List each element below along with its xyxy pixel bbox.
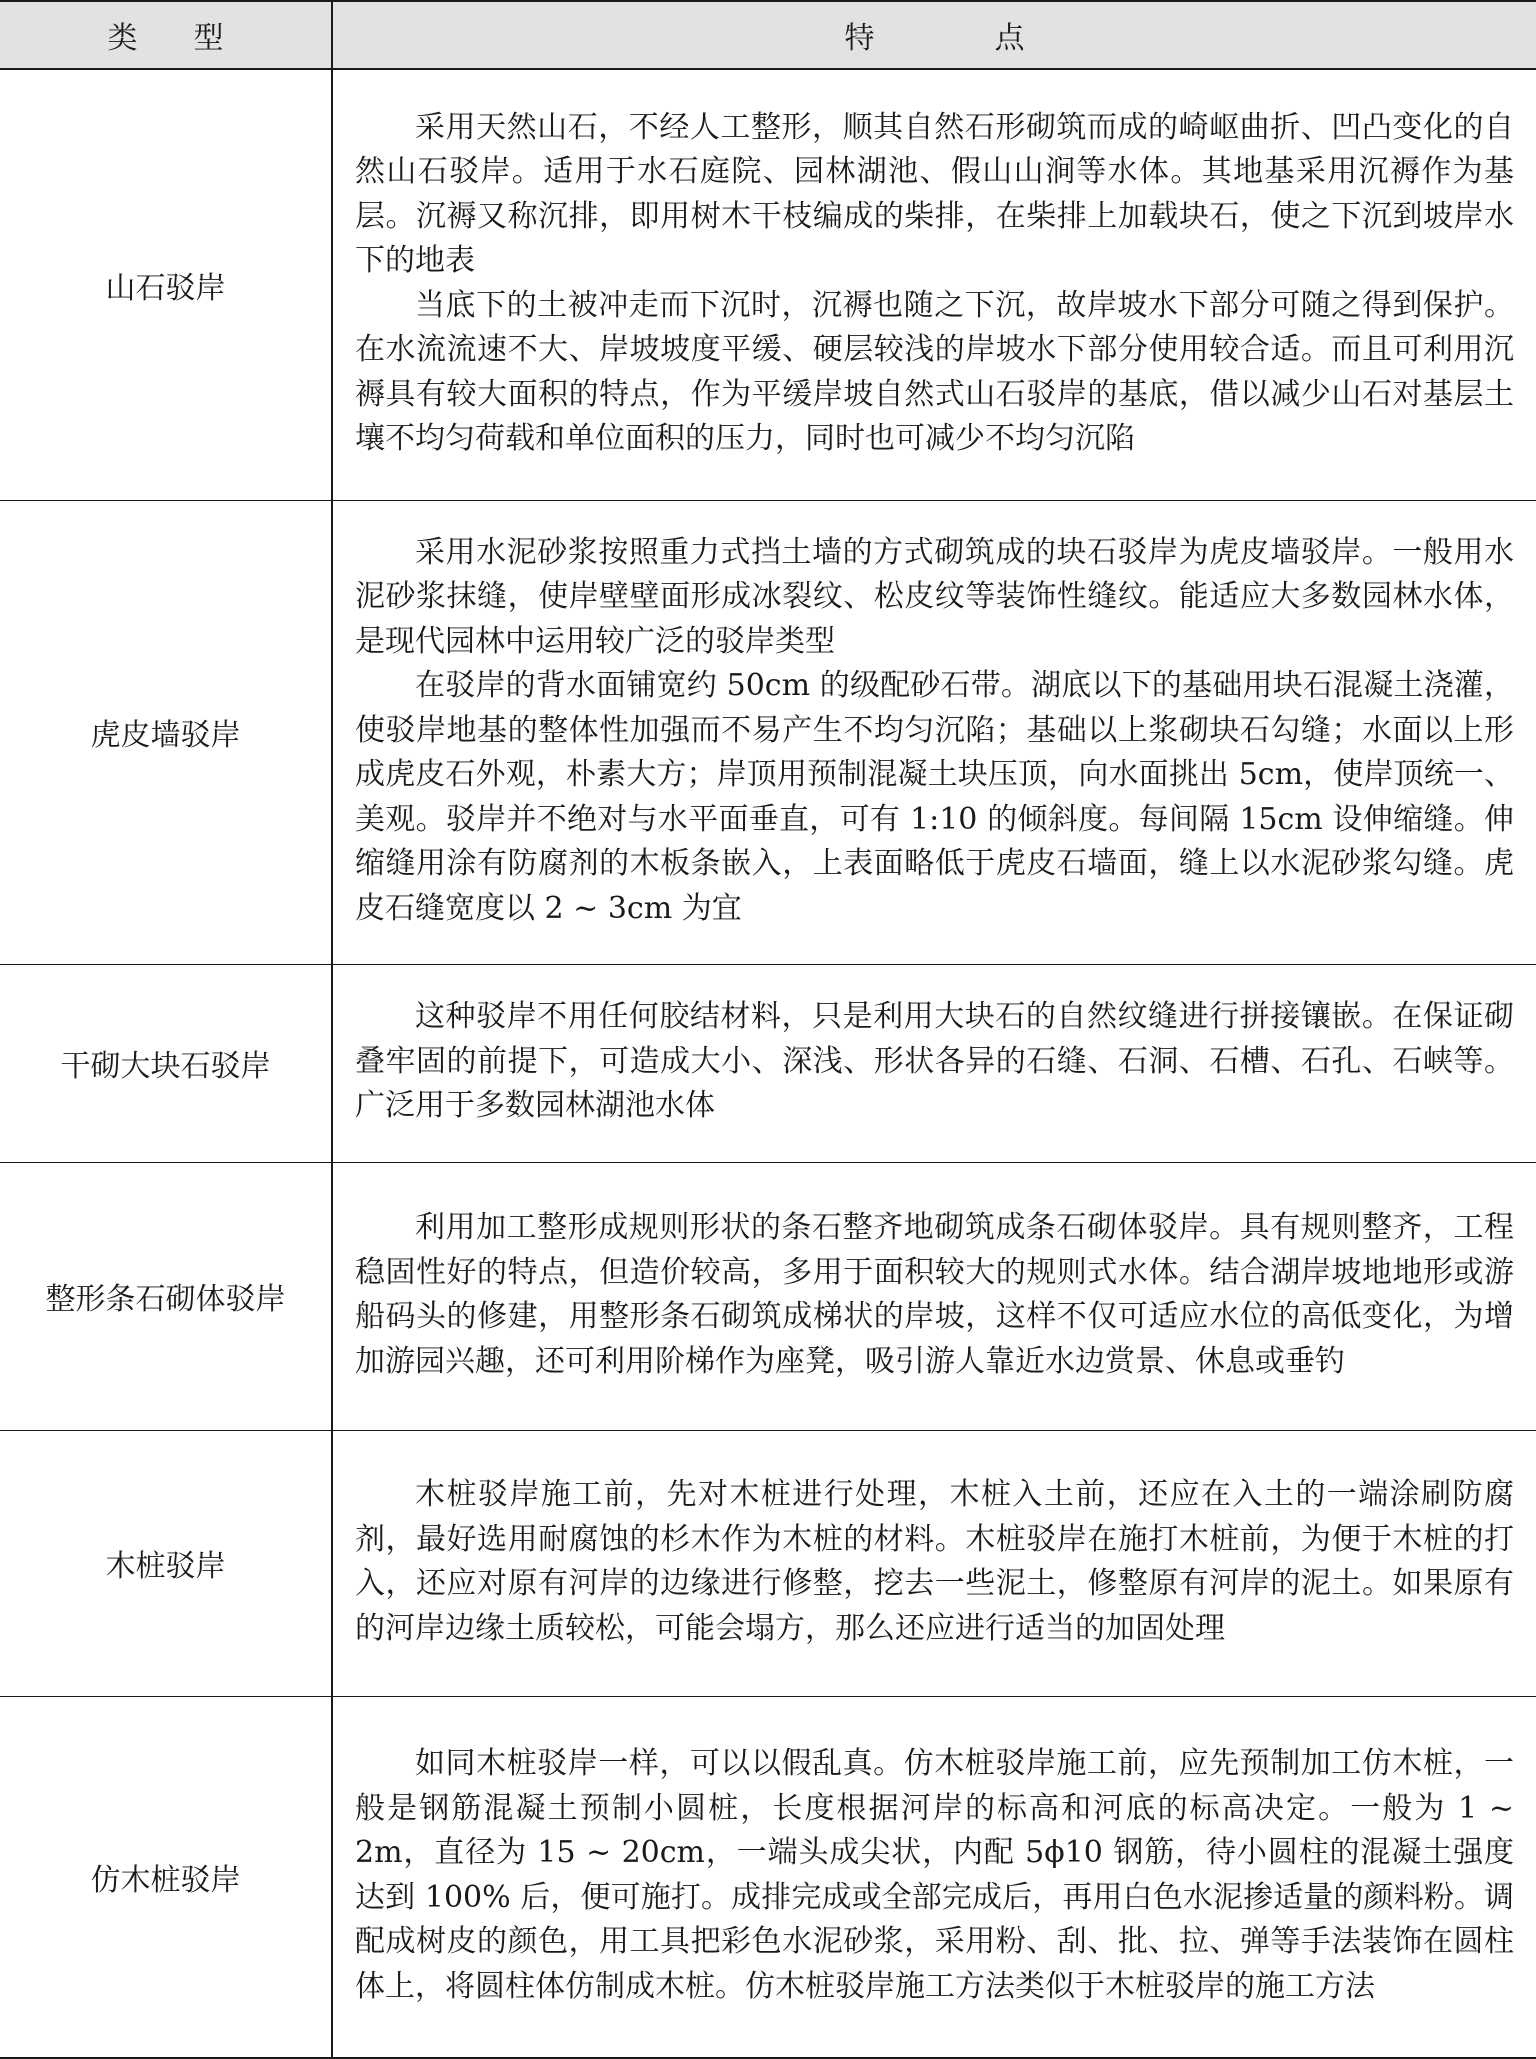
row-type: 整形条石砌体驳岸 bbox=[0, 1162, 332, 1430]
row-features bbox=[332, 964, 1536, 1162]
table-row bbox=[0, 1696, 1536, 2058]
row-features bbox=[332, 500, 1536, 964]
table-row bbox=[0, 1430, 1536, 1696]
table-row bbox=[0, 500, 1536, 964]
feature-paragraph: 利用加工整形成规则形状的条石整齐地砌筑成条石砌体驳岸。具有规则整齐，工程稳固性好的特点，但造价较高，多用于面积较大的规则式水体。结合湖岸坡地地形或游船码头的修建，用整形条石砌筑成梯状的岸坡，这样不仅可适应水位的高低变化，为增加游园兴趣，还可利用阶梯作为座凳，吸引游人靠近水边赏景、休息或垂钓 bbox=[355, 1210, 1514, 1379]
feature-paragraph: 采用水泥砂浆按照重力式挡土墙的方式砌筑成的块石驳岸为虎皮墙驳岸。一般用水泥砂浆抹缝，使岸壁壁面形成冰裂纹、松皮纹等装饰性缝纹。能适应大多数园林水体，是现代园林中运用较广泛的驳岸类型 bbox=[355, 534, 1514, 659]
feature-paragraph: 采用天然山石，不经人工整形，顺其自然石形砌筑而成的崎岖曲折、凹凸变化的自然山石驳岸。适用于水石庭院、园林湖池、假山山涧等水体。其地基采用沉褥作为基层。沉褥又称沉排，即用树木干枝编成的柴排，在柴排上加载块石，使之下沉到坡岸水下的地表 bbox=[355, 109, 1514, 279]
table-row bbox=[0, 1162, 1536, 1430]
table-header-row bbox=[0, 1, 1536, 69]
table-row bbox=[0, 69, 1536, 500]
feature-paragraph: 在驳岸的背水面铺宽约 50cm 的级配砂石带。湖底以下的基础用块石混凝土浇灌，使驳岸地基的整体性加强而不易产生不均匀沉陷；基础以上浆砌块石勾缝；水面以上形成虎皮石外观，朴素大方；岸顶用预制混凝土块压顶，向水面挑出 5cm，使岸顶统一、美观。驳岸并不绝对与水平面垂直，可有 1:10 的倾斜度。每间隔 15cm 设伸缩缝。伸缩缝用涂有防腐剂的木板条嵌入，上表面略低于虎皮石墙面，缝上以水泥砂浆勾缝。虎皮石缝宽度以 2 ~ 3cm 为宜 bbox=[355, 668, 1514, 926]
row-type: 干砌大块石驳岸 bbox=[0, 964, 332, 1162]
feature-paragraph: 这种驳岸不用任何胶结材料，只是利用大块石的自然纹缝进行拼接镶嵌。在保证砌叠牢固的前提下，可造成大小、深浅、形状各异的石缝、石洞、石槽、石孔、石峡等。广泛用于多数园林湖池水体 bbox=[355, 999, 1514, 1124]
row-type: 山石驳岸 bbox=[0, 69, 332, 500]
row-features bbox=[332, 1430, 1536, 1696]
header-type: 类型 bbox=[0, 1, 332, 69]
feature-paragraph: 木桩驳岸施工前，先对木桩进行处理，木桩入土前，还应在入土的一端涂刷防腐剂，最好选用耐腐蚀的杉木作为木桩的材料。木桩驳岸在施打木桩前，为便于木桩的打入，还应对原有河岸的边缘进行修整，挖去一些泥土，修整原有河岸的泥土。如果原有的河岸边缘土质较松，可能会塌方，那么还应进行适当的加固处理 bbox=[355, 1477, 1514, 1646]
row-features bbox=[332, 69, 1536, 500]
row-type: 虎皮墙驳岸 bbox=[0, 500, 332, 964]
row-type: 仿木桩驳岸 bbox=[0, 1696, 332, 2058]
feature-paragraph: 当底下的土被冲走而下沉时，沉褥也随之下沉，故岸坡水下部分可随之得到保护。在水流流速不大、岸坡坡度平缓、硬层较浅的岸坡水下部分使用较合适。而且可利用沉褥具有较大面积的特点，作为平缓岸坡自然式山石驳岸的基底，借以减少山石对基层土壤不均匀荷载和单位面积的压力，同时也可减少不均匀沉陷 bbox=[355, 287, 1514, 457]
table-row bbox=[0, 964, 1536, 1162]
row-type: 木桩驳岸 bbox=[0, 1430, 332, 1696]
header-features: 特点 bbox=[332, 1, 1536, 69]
row-features bbox=[332, 1162, 1536, 1430]
row-features bbox=[332, 1696, 1536, 2058]
feature-paragraph: 如同木桩驳岸一样，可以以假乱真。仿木桩驳岸施工前，应先预制加工仿木桩，一般是钢筋混凝土预制小圆桩，长度根据河岸的标高和河底的标高决定。一般为 1 ~ 2m，直径为 15 ~ 20cm，一端头成尖状，内配 5ϕ10 钢筋，待小圆柱的混凝土强度达到 100% 后，便可施打。成排完成或全部完成后，再用白色水泥掺适量的颜料粉。调配成树皮的颜色，用工具把彩色水泥砂浆，采用粉、刮、批、拉、弹等手法装饰在圆柱体上，将圆柱体仿制成木桩。仿木桩驳岸施工方法类似于木桩驳岸的施工方法 bbox=[355, 1746, 1514, 2004]
